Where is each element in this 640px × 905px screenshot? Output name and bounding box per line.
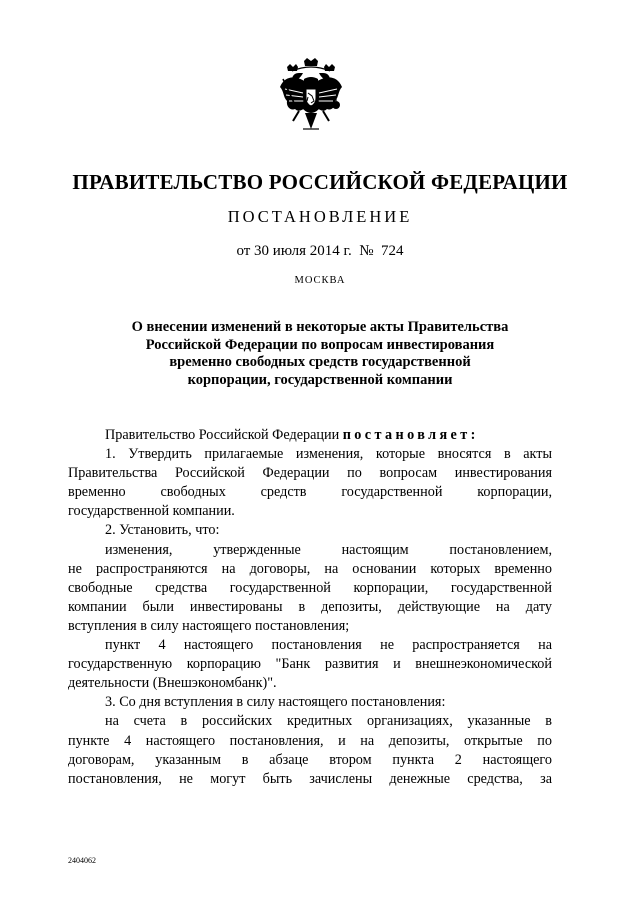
title-line: корпорации, государственной компании [187, 371, 453, 388]
intro-line [68, 426, 552, 445]
body-line: 1. Утвердить прилагаемые изменения, которые вносятся в акты [105, 446, 552, 463]
title-line: временно свободных средств государственной [169, 354, 471, 370]
title-line: О внесении изменений в некоторые акты Правительства [131, 319, 509, 335]
document-body [68, 426, 552, 789]
document-title [100, 319, 540, 389]
organization-heading: ПРАВИТЕЛЬСТВО РОССИЙСКОЙ ФЕДЕРАЦИИ [72, 170, 568, 194]
title-line: Российской Федерации по вопросам инвестирования [145, 336, 495, 353]
body-line: компании были инвестированы в депозиты, действующие на дату [68, 598, 552, 615]
intro-verb: постановляет: [342, 427, 479, 443]
body-line: изменения, утвержденные настоящим постановлением, [105, 541, 552, 558]
body-line: постановления, не могут быть зачислены денежные средства, за [68, 770, 552, 787]
body-line: временно свободных средств государственной корпорации, [68, 484, 552, 501]
body-line: государственную корпорацию "Банк развития и внешнеэкономической [68, 656, 552, 673]
document-type: ПОСТАНОВЛЕНИЕ [227, 207, 413, 226]
coat-of-arms-emblem [277, 57, 345, 137]
city: МОСКВА [294, 275, 346, 286]
body-line: свободные средства государственной корпорации, государственной [68, 579, 552, 596]
intro-lead: Правительство Российской Федерации [105, 427, 343, 443]
footer-code: 2404062 [68, 856, 96, 865]
date-and-number: от 30 июля 2014 г. № 724 [236, 243, 404, 259]
body-line: 3. Со дня вступления в силу настоящего постановления: [105, 694, 446, 711]
body-line: на счета в российских кредитных организациях, указанные в [105, 713, 552, 730]
body-line: пункт 4 настоящего постановления не распространяется на [105, 637, 552, 654]
body-line: государственной компании. [68, 503, 235, 520]
body-line: деятельности (Внешэкономбанк)". [68, 675, 277, 692]
body-line: вступления в силу настоящего постановления; [68, 617, 350, 634]
body-line: 2. Установить, что: [105, 522, 220, 539]
body-line: договорам, указанным в абзаце втором пункта 2 настоящего [68, 751, 552, 768]
body-line: не распространяются на договоры, на основании которых временно [68, 560, 552, 577]
body-line: Правительства Российской Федерации по вопросам инвестирования [68, 465, 552, 482]
body-line: пункте 4 настоящего постановления, и на депозиты, открытые по [68, 732, 552, 749]
